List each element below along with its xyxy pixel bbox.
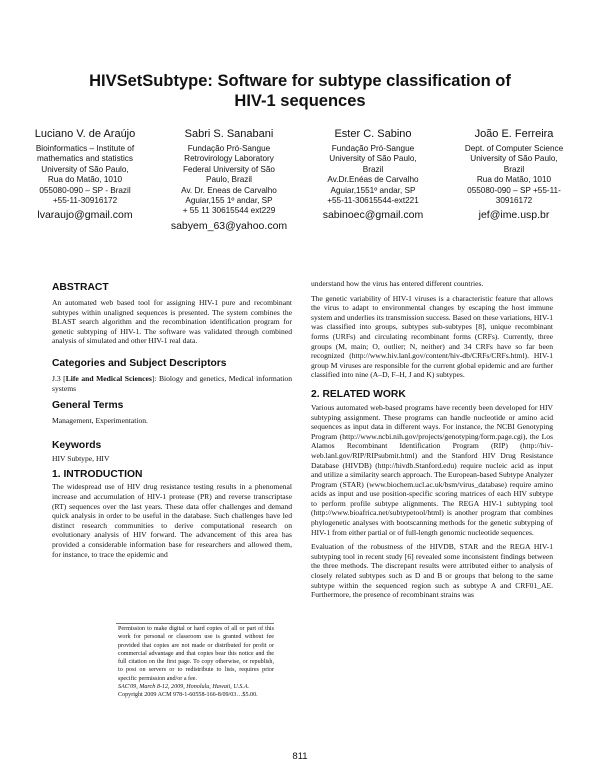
author-affiliation-line: Aguiar,1551º andar, SP (330, 185, 416, 195)
author-affiliation-line: Brazil (503, 164, 525, 174)
author-affiliation-line: Rua do Matão, 1010 (476, 175, 552, 185)
title-line-1: HIVSetSubtype: Software for subtype classification of (89, 72, 511, 90)
venue-text: SAC'09, March 8-12, 2009, Honolulu, Hawaii, U.S.A. (118, 684, 250, 691)
author-affiliation-line: 30916172 (495, 196, 533, 206)
categories-code: J.3 [ (52, 373, 66, 383)
abstract-text: An automated web based tool for assigning HIV-1 pure and recombinant subtypes within unaligned sequences is presented. The system combines the BLAST search algorithm and the recombination identification program for genetic subtyping of HIV-1. The software was validated through combined analysis of simulated and other HIV-1 real data. (52, 298, 292, 346)
author-affiliation-line: University of São Paulo, (470, 154, 558, 164)
author-block-4 (448, 127, 580, 222)
keywords-heading: Keywords (52, 439, 102, 451)
author-affiliation-line: Bioinformatics – Institute of (35, 144, 135, 153)
right-column (311, 279, 553, 605)
paragraph: The genetic variability of HIV-1 viruses is a characteristic feature that allows the virus to adapt to environmental changes by escaping the host immune system and underlies its transmission success. Based on these variations, HIV-1 was classified into groups, subtypes sub-subtypes [8], unique recombinant forms (URFs) and circulating recombinant forms (CRFs). Currently, three groups (M, main; O, outlier; N, neither) and 34 CRFs have so far been recognized (http://www.hiv.lanl.gov/content/hiv-db/CRFs/CRFs.html). HIV-1 group M viruses are responsible for the current global epidemic and are further classified into nine (A–D, F–H, J and K) subtypes. (311, 293, 553, 380)
permission-divider (116, 623, 274, 624)
author-affiliation-line: mathematics and statistics (36, 154, 133, 164)
page-number: 811 (292, 751, 308, 762)
author-email: sabyem_63@yahoo.com (170, 219, 288, 232)
author-affiliation-line: Fundação Pró-Sangue (187, 144, 271, 153)
keywords-text: HIV Subtype, HIV (52, 453, 110, 463)
categories-text (52, 374, 292, 393)
author-block-1 (20, 127, 150, 222)
paragraph: Various automated web-based programs have recently been developed for HIV subtyping assignment. These programs can handle nucleotide or amino acid sequences as input data in different ways. For instance, the NCBI Genotyping Program (http://www.ncbi.nih.gov/projects/genotyping/form.page.cgi), the Los Alamos Recombinant Identification Program (RIP) (http://hiv-web.lanl.gov/RIP/RIPsubmit.html) and the Stanford HIV Drug Resistance Database (HIVDB) (http://hivdb.Stanford.edu) require nucleic acid as input and utilize a similarity search approach. The European-based Subtype Analyzer Program (STAR) (www.biochem.ucl.ac.uk/bsm/virus_database) require amino acids as input and use position-specific scoring matrices of each HIV subtype to perform profile subtype alignments. The REGA HIV-1 subtyping tool (http://www.bioafrica.net/subtypetool/html) is another program that combines phylogenetic analyses with bootscanning methods for the genetic subtyping of HIV-1 from either partial or of full-length genomic nucleotide sequences. (311, 402, 553, 537)
categories-rest: ]: Biology and genetics, Medical information systems (52, 373, 293, 393)
author-affiliation-line: University of São Paulo, (41, 164, 129, 174)
paragraph: Evaluation of the robustness of the HIVDB, STAR and the REGA HIV-1 subtyping tool in recent study [6] revealed some inconsistent findings between the three methods. The discrepant results were attributed either to analysis of closely related subtypes such as D and B or groups that belong to the same subtype within the sequenced region such as subtype A and CRF01_AE. Furthermore, the presence of recombinant strains was (311, 542, 553, 600)
categories-heading: Categories and Subject Descriptors (52, 357, 227, 369)
introduction-text: The widespread use of HIV drug resistance testing results in a phenomenal increase and accumulation of HIV-1 protease (PR) and reverse transcriptase (RT) sequences over the last years. These data offer challenges and demand quick analysis in order to be useful in the database. Such challenges have led distinct research communities to derive computational research on evolutionary analysis of HIV forward. The advancement of this area has provided a considerable information base for researchers and allowed them, for instance, to trace the epidemic and (52, 482, 292, 559)
categories-bold: Life and Medical Sciences (65, 373, 152, 383)
general-terms-text: Management, Experimentation. (52, 416, 148, 426)
author-affiliation-line: Federal University of São (183, 164, 275, 174)
author-affiliation-line: Dept. of Computer Science (464, 144, 564, 153)
author-name: Sabri S. Sanabani (184, 128, 274, 140)
author-email: sabinoec@gmail.com (322, 209, 424, 222)
general-terms-heading: General Terms (52, 400, 124, 412)
copyright-text: Copyright 2009 ACM 978-1-60558-166-8/09/03…$5.00. (118, 692, 258, 699)
paragraph: understand how the virus has entered different countries. (311, 279, 484, 288)
author-affiliation-line: Av. Dr. Eneas de Carvalho (181, 185, 277, 195)
author-name: Luciano V. de Araújo (34, 128, 136, 140)
left-column (52, 281, 292, 564)
author-affiliation-line: Aguiar,155 1º andar, SP (185, 196, 273, 206)
author-block-3 (308, 127, 438, 222)
author-name: Ester C. Sabino (334, 128, 412, 140)
permission-block (118, 625, 274, 700)
author-name: João E. Ferreira (474, 128, 554, 140)
author-affiliation-line: Fundação Pró-Sangue (331, 144, 415, 153)
paper-title (40, 71, 560, 111)
author-affiliation-line: +55-11-30615544-ext221 (327, 196, 419, 206)
author-affiliation-line: + 55 11 30615544 ext229 (182, 206, 276, 216)
author-block-2 (162, 127, 296, 233)
author-email: jef@ime.usp.br (478, 209, 550, 222)
author-affiliation-line: Av.Dr.Enéas de Carvalho (327, 175, 419, 185)
related-work-heading: 2. RELATED WORK (311, 388, 406, 400)
author-affiliation-line: +55-11-30916172 (52, 196, 118, 206)
author-affiliation-line: Brazil (362, 164, 384, 174)
author-affiliation-line: 055080-090 – SP +55-11- (467, 185, 561, 195)
abstract-heading: ABSTRACT (52, 282, 109, 293)
title-line-2: HIV-1 sequences (234, 92, 366, 110)
author-affiliation-line: Paulo, Brazil (206, 175, 252, 185)
author-affiliation-line: University of São Paulo, (329, 154, 417, 164)
author-affiliation-line: 055080-090 – SP - Brazil (39, 185, 131, 195)
author-affiliation-line: Retrovirology Laboratory (184, 154, 274, 164)
introduction-heading: 1. INTRODUCTION (52, 469, 143, 481)
permission-text: Permission to make digital or hard copies of all or part of this work for personal or classroom use is granted without fee provided that copies are not made or distributed for profit or commercial advantage and that copies bear this notice and the full citation on the first page. To copy otherwise, or republish, to post on servers or to redistribute to lists, requires prior specific permission and/or a fee. (118, 626, 274, 682)
author-email: lvaraujo@gmail.com (37, 209, 133, 222)
author-affiliation-line: Rua do Matão, 1010 (47, 175, 123, 185)
